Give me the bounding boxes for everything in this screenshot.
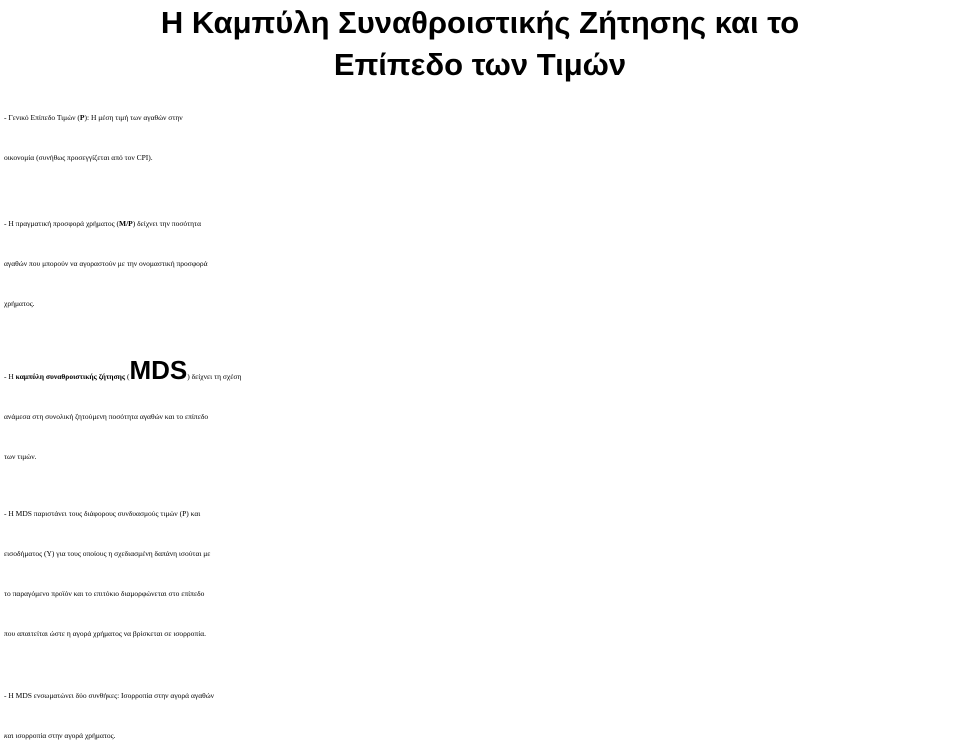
slide-title (40, 2, 920, 86)
title-line-1: Η Καμπύλη Συναθροιστικής Ζήτησης και το (160, 5, 800, 40)
bullet-1-line-1: - Γενικό Επίπεδο Τιμών (P): Η μέση τιμή των αγαθών στην (4, 113, 183, 122)
bullet-real-money-supply (4, 204, 960, 324)
bullet-aggregate-demand-curve (4, 350, 960, 477)
bullet-4-line-3: το παραγόμενο προϊόν και το επιτόκιο διαμορφώνεται στο επίπεδο (4, 589, 205, 598)
bullet-5-line-2: και ισορροπία στην αγορά χρήματος. (4, 731, 116, 740)
bullet-3-line-2: ανάμεσα στη συνολική ζητούμενη ποσότητα αγαθών και το επίπεδο (4, 412, 209, 421)
bullet-4-line-2: εισοδήματος (Y) για τους οποίους η σχεδιασμένη δαπάνη ισούται με (4, 549, 211, 558)
bullet-mds-conditions (4, 676, 960, 756)
bullet-2-line-3: χρήματος. (4, 299, 35, 308)
bullet-4-line-1: - Η MDS παριστάνει τους διάφορους συνδυασμούς τιμών (P) και (4, 509, 201, 518)
bullet-mds-combinations (4, 494, 960, 654)
bullet-2-line-1: - Η πραγματική προσφορά χρήματος (M/P) δείχνει την ποσότητα (4, 219, 201, 228)
bullet-1-line-2: οικονομία (συνήθως προσεγγίζεται από τον CPI). (4, 153, 153, 162)
bullet-2-line-2: αγαθών που μπορούν να αγοραστούν με την ονομαστική προσφορά (4, 259, 208, 268)
bullet-3-line-3: των τιμών. (4, 452, 37, 461)
title-line-2: Επίπεδο των Τιμών (333, 47, 627, 82)
bullet-3-line-1: - Η καμπύλη συναθροιστικής ζήτησης (MDS) δείχνει τη σχέση (4, 355, 242, 385)
bullet-5-line-1: - Η MDS ενσωματώνει δύο συνθήκες: Ισορροπία στην αγορά αγαθών (4, 691, 215, 700)
bullet-general-price-level (4, 98, 960, 178)
bullet-4-line-4: που απαιτείται ώστε η αγορά χρήματος να βρίσκεται σε ισορροπία. (4, 629, 207, 638)
